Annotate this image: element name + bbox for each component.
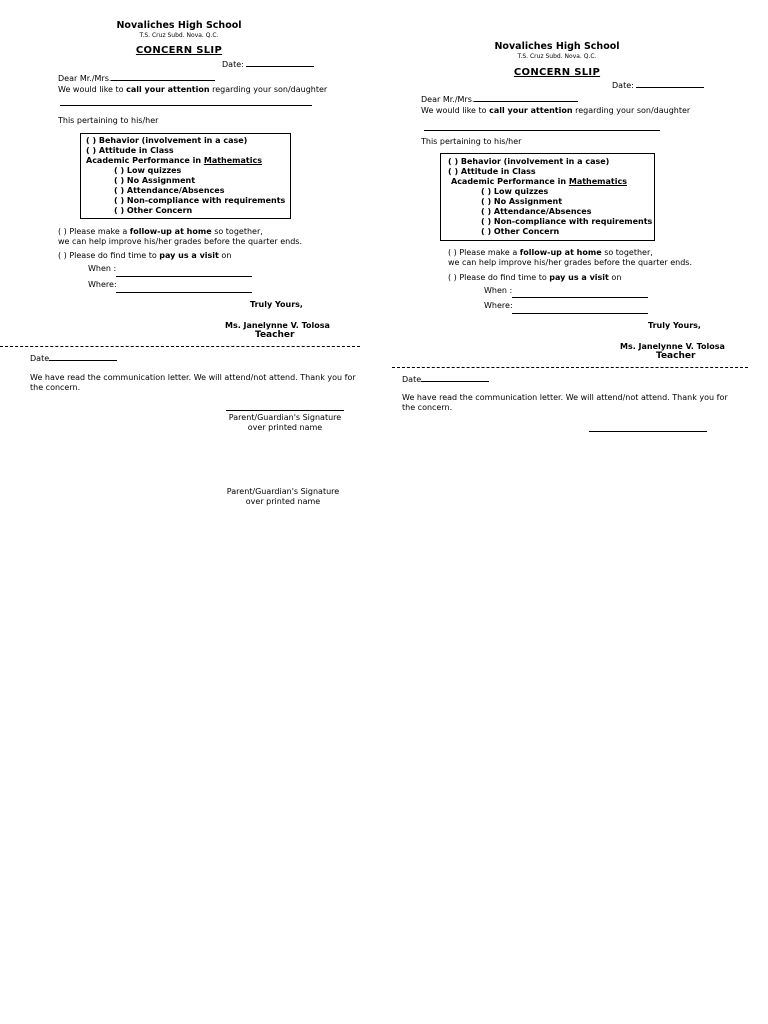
reply-date-label: Date	[402, 375, 422, 384]
cut-line	[0, 346, 360, 347]
date-label: Date:	[612, 81, 634, 90]
slip-title: CONCERN SLIP	[135, 45, 223, 56]
attention-line	[58, 85, 327, 95]
academic-label: Academic Performance in	[86, 156, 202, 165]
cut-line	[392, 367, 748, 368]
concern-attitude[interactable]: ( ) Attitude in Class	[86, 146, 174, 155]
where-label: Where:	[88, 280, 117, 289]
teacher-name: Ms. Janelynne V. Tolosa	[620, 342, 725, 351]
when-label: When :	[88, 264, 117, 273]
attention-post: regarding your son/daughter	[212, 85, 328, 94]
followup-bold: follow-up at home	[129, 227, 212, 236]
visit-pre: ( ) Please do find time to	[448, 273, 547, 282]
salutation: Dear Mr./Mrs.	[421, 95, 475, 104]
reply-text-1: We have read the communication letter. We will attend/not attend. Thank you for	[30, 373, 356, 382]
concern-non-compliance[interactable]: ( ) Non-compliance with requirements	[481, 217, 653, 226]
concern-attendance[interactable]: ( ) Attendance/Absences	[481, 207, 592, 216]
teacher-title: Teacher	[656, 351, 696, 361]
salutation-line	[58, 72, 215, 84]
followup-post: so together,	[214, 227, 263, 236]
reply-date-blank[interactable]	[49, 352, 117, 361]
extra-signature-label-2: over printed name	[245, 497, 321, 506]
salutation-line	[421, 93, 578, 105]
date-field[interactable]	[612, 79, 704, 91]
attention-pre: We would like to	[58, 85, 124, 94]
date-blank[interactable]	[636, 79, 704, 88]
reply-text-1: We have read the communication letter. We will attend/not attend. Thank you for	[402, 393, 728, 402]
parent-name-blank[interactable]	[474, 93, 578, 102]
reply-date[interactable]	[30, 352, 117, 364]
concern-low-quizzes[interactable]: ( ) Low quizzes	[114, 166, 182, 175]
where-label: Where:	[484, 301, 513, 310]
academic-subject: Mathematics	[203, 156, 262, 165]
reply-text-2: the concern.	[30, 383, 81, 392]
visit-post: on	[611, 273, 622, 282]
reply-text-2: the concern.	[402, 403, 453, 412]
teacher-name: Ms. Janelynne V. Tolosa	[225, 321, 330, 330]
concern-academic	[448, 177, 654, 187]
signature-blank[interactable]	[589, 431, 707, 432]
followup-bold: follow-up at home	[519, 248, 602, 257]
reply-date-blank[interactable]	[421, 373, 489, 382]
parent-name-blank[interactable]	[111, 72, 215, 81]
concern-no-assignment[interactable]: ( ) No Assignment	[481, 197, 563, 206]
date-field[interactable]	[222, 58, 314, 70]
visit-bold: pay us a visit	[159, 251, 219, 260]
followup-line2: we can help improve his/her grades before the quarter ends.	[58, 237, 302, 246]
closing: Truly Yours,	[250, 300, 303, 309]
followup-pre: ( ) Please make a	[448, 248, 518, 257]
when-label: When :	[484, 286, 513, 295]
signature-blank[interactable]	[226, 410, 344, 411]
visit-pre: ( ) Please do find time to	[58, 251, 157, 260]
visit-post: on	[221, 251, 232, 260]
pertaining-text: This pertaining to his/her	[421, 137, 522, 146]
visit-bold: pay us a visit	[549, 273, 609, 282]
concern-other[interactable]: ( ) Other Concern	[481, 227, 560, 236]
concern-checklist	[80, 133, 291, 219]
when-blank[interactable]	[116, 276, 252, 277]
concern-behavior[interactable]: ( ) Behavior (involvement in a case)	[86, 136, 248, 145]
concern-no-assignment[interactable]: ( ) No Assignment	[114, 176, 196, 185]
student-name-blank[interactable]	[60, 105, 312, 106]
concern-attendance[interactable]: ( ) Attendance/Absences	[114, 186, 225, 195]
concern-behavior[interactable]: ( ) Behavior (involvement in a case)	[448, 157, 610, 166]
concern-checklist	[440, 153, 655, 241]
signature-label-2: over printed name	[247, 423, 323, 432]
followup-post: so together,	[604, 248, 653, 257]
concern-non-compliance[interactable]: ( ) Non-compliance with requirements	[114, 196, 286, 205]
reply-date-label: Date	[30, 354, 50, 363]
followup-line2: we can help improve his/her grades before the quarter ends.	[448, 258, 692, 267]
school-name: Novaliches High School	[494, 41, 620, 52]
academic-subject: Mathematics	[568, 177, 627, 186]
reply-date[interactable]	[402, 373, 489, 385]
concern-other[interactable]: ( ) Other Concern	[114, 206, 193, 215]
attention-bold: call your attention	[489, 106, 573, 115]
attention-post: regarding your son/daughter	[575, 106, 691, 115]
concern-low-quizzes[interactable]: ( ) Low quizzes	[481, 187, 549, 196]
date-label: Date:	[222, 60, 244, 69]
academic-label: Academic Performance in	[451, 177, 567, 186]
concern-slip-right	[384, 0, 768, 1024]
where-blank[interactable]	[116, 292, 252, 293]
visit-option[interactable]	[58, 251, 231, 261]
salutation: Dear Mr./Mrs.	[58, 74, 112, 83]
student-name-blank[interactable]	[424, 130, 660, 131]
slip-title: CONCERN SLIP	[513, 67, 601, 78]
concern-attitude[interactable]: ( ) Attitude in Class	[448, 167, 536, 176]
school-name: Novaliches High School	[116, 20, 242, 31]
concern-academic	[86, 156, 290, 166]
attention-line	[421, 106, 690, 116]
attention-bold: call your attention	[126, 85, 210, 94]
followup-option[interactable]	[58, 227, 263, 237]
where-blank[interactable]	[512, 313, 648, 314]
school-address: T.S. Cruz Subd. Nova. Q.C.	[517, 53, 597, 60]
visit-option[interactable]	[448, 273, 621, 283]
school-address: T.S. Cruz Subd. Nova. Q.C.	[139, 32, 219, 39]
extra-signature-label-1: Parent/Guardian's Signature	[226, 487, 340, 496]
signature-label-1: Parent/Guardian's Signature	[228, 413, 342, 422]
followup-option[interactable]	[448, 248, 653, 258]
teacher-title: Teacher	[255, 330, 295, 340]
date-blank[interactable]	[246, 58, 314, 67]
pertaining-text: This pertaining to his/her	[58, 116, 159, 125]
followup-pre: ( ) Please make a	[58, 227, 128, 236]
when-blank[interactable]	[512, 297, 648, 298]
attention-pre: We would like to	[421, 106, 487, 115]
closing: Truly Yours,	[648, 321, 701, 330]
